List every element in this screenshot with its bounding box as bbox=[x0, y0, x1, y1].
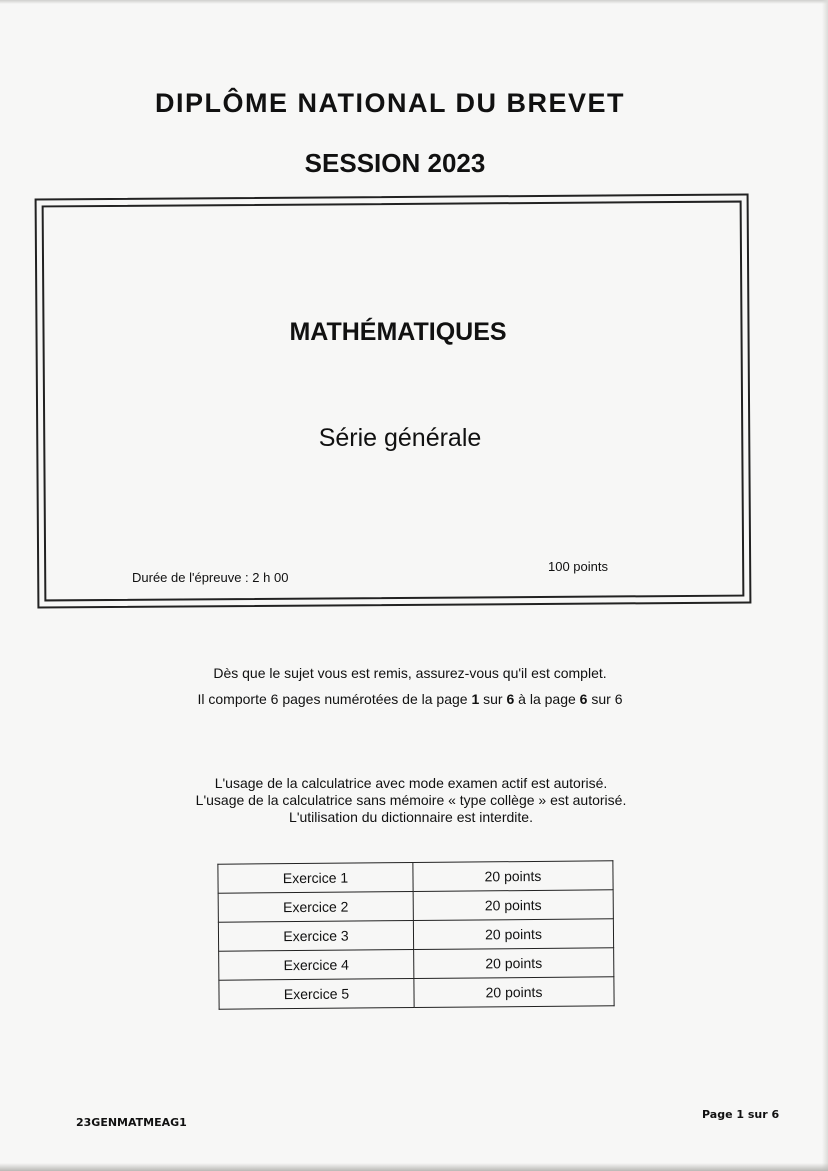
subject-frame bbox=[35, 194, 752, 609]
completeness-notice bbox=[0, 660, 820, 712]
table-row bbox=[218, 890, 613, 922]
exercise-name: Exercice 3 bbox=[218, 921, 413, 952]
page-number-current: 1 bbox=[736, 1108, 745, 1121]
table-row bbox=[219, 977, 614, 1009]
serie-label: Série générale bbox=[318, 424, 482, 452]
notice-line-1: Dès que le sujet vous est remis, assurez-vous qu'il est complet. bbox=[213, 665, 607, 681]
rule-line: L'utilisation du dictionnaire est interdite. bbox=[289, 809, 533, 825]
subject-frame-inner bbox=[42, 201, 745, 602]
exam-rules bbox=[0, 775, 822, 826]
subject-title: MATHÉMATIQUES bbox=[289, 318, 507, 346]
exercise-points: 20 points bbox=[413, 919, 613, 950]
notice-line-2-bold-1: 1 bbox=[471, 691, 480, 707]
subject-code: 23GENMATMEAG1 bbox=[76, 1116, 187, 1129]
exam-duration: Durée de l'épreuve : 2 h 00 bbox=[132, 570, 289, 585]
exercise-points: 20 points bbox=[414, 977, 614, 1008]
notice-line-2-text-2: sur bbox=[479, 691, 507, 707]
exercise-points: 20 points bbox=[413, 890, 613, 921]
exercise-name: Exercice 5 bbox=[219, 979, 414, 1010]
notice-line-2-bold-2: 6 bbox=[506, 691, 515, 707]
page-number bbox=[702, 1108, 779, 1121]
exercise-points: 20 points bbox=[414, 948, 614, 979]
page-edge-right bbox=[822, 0, 828, 1171]
page-number-text-1: Page bbox=[702, 1108, 737, 1121]
page-edge-top bbox=[0, 0, 828, 4]
notice-line-2-bold-3: 6 bbox=[579, 691, 588, 707]
notice-line-2-text-4: sur 6 bbox=[587, 691, 623, 707]
notice-line-2-text-1: Il comporte 6 pages numérotées de la page bbox=[197, 691, 472, 707]
table-row bbox=[218, 919, 613, 951]
page-number-text-2: sur 6 bbox=[744, 1108, 780, 1121]
table-row bbox=[219, 948, 614, 980]
exercise-name: Exercice 1 bbox=[218, 863, 413, 894]
page-edge-bottom bbox=[0, 1163, 828, 1171]
exercise-name: Exercice 2 bbox=[218, 892, 413, 923]
rule-line: L'usage de la calculatrice avec mode examen actif est autorisé. bbox=[214, 775, 608, 791]
total-points: 100 points bbox=[548, 559, 608, 574]
session-year: SESSION 2023 bbox=[304, 148, 486, 178]
table-row bbox=[218, 861, 613, 893]
notice-line-2 bbox=[0, 686, 820, 712]
rule-line: L'usage de la calculatrice sans mémoire « type collège » est autorisé. bbox=[195, 792, 627, 808]
notice-line-2-text-3: à la page bbox=[514, 691, 580, 707]
exam-title: DIPLÔME NATIONAL DU BREVET bbox=[154, 88, 625, 118]
exercise-points-table bbox=[217, 860, 614, 1009]
exercise-name: Exercice 4 bbox=[219, 950, 414, 981]
exercise-points: 20 points bbox=[413, 861, 613, 892]
